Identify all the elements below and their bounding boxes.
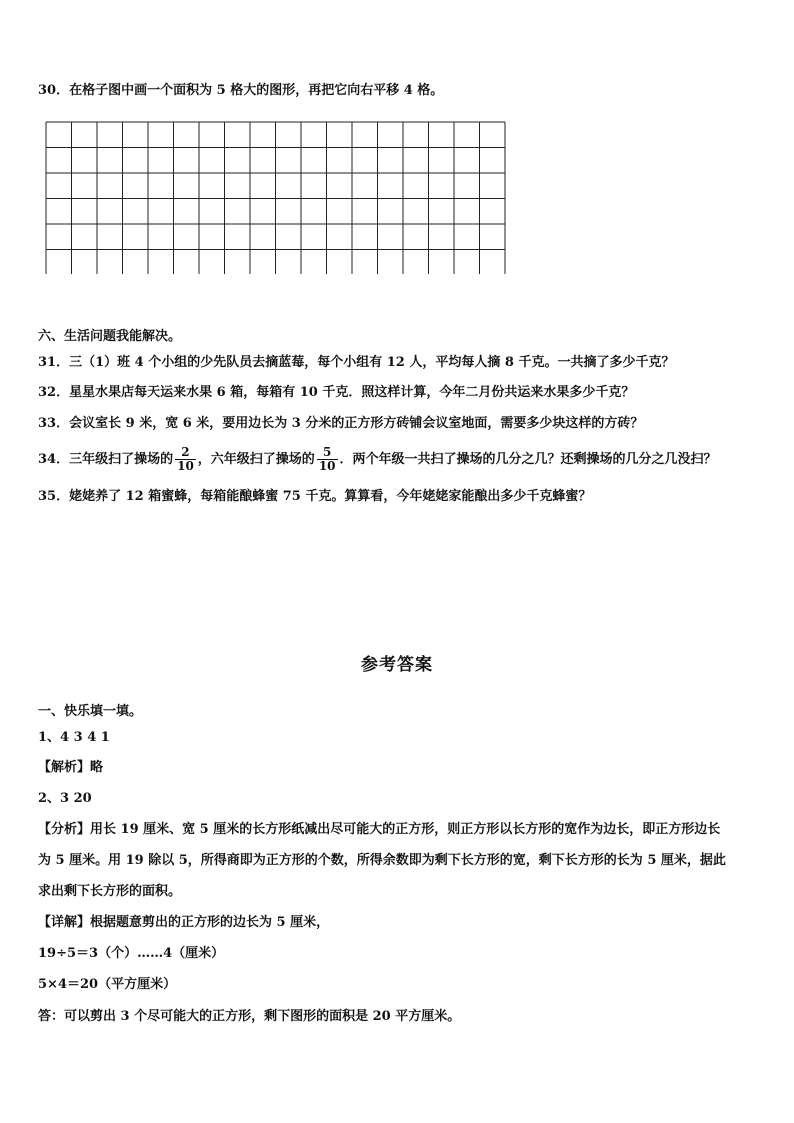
q34-part3: ．两个年级一共扫了操场的几分之几？还剩操场的几分之几没扫？ [339, 452, 717, 467]
fraction-denominator: 10 [318, 459, 336, 473]
answer-2-final: 答：可以剪出 3 个尽可能大的正方形，剩下图形的面积是 20 平方厘米。 [38, 1009, 461, 1024]
q34-part2: ，六年级扫了操场的 [197, 452, 315, 467]
fraction-denominator: 10 [177, 459, 194, 473]
answer-2-analysis-line: 为 5 厘米。用 19 除以 5，所得商即为正方形的个数，所得余数即为剩下长方形的宽，剩下长方形的长为 5 厘米，据此 [38, 853, 726, 868]
section-6-heading: 六、生活问题我能解决。 [38, 329, 182, 344]
answers-section-1: 一、快乐填一填。 [38, 704, 143, 719]
q34-part1: 34．三年级扫了操场的 [38, 452, 174, 467]
fraction-5-10 [317, 446, 338, 473]
answer-2-calc: 19÷5＝3（个）……4（厘米） [38, 946, 225, 961]
answer-2: 2、3 20 [38, 791, 92, 806]
answer-2-calc: 5×4＝20（平方厘米） [38, 977, 177, 992]
fraction-numerator: 2 [175, 446, 196, 460]
answers-title: 参考答案 [361, 655, 433, 675]
fraction-2-10 [175, 446, 196, 473]
question-35: 35．姥姥养了 12 箱蜜蜂，每箱能酿蜂蜜 75 千克。算算看，今年姥姥家能酿出多少千克蜂蜜？ [38, 489, 592, 504]
answer-1-analysis: 【解析】略 [38, 760, 104, 775]
drawing-grid[interactable] [45, 121, 506, 274]
question-30: 30．在格子图中画一个面积为 5 格大的图形，再把它向右平移 4 格。 [38, 83, 444, 98]
answer-1: 1、4 3 4 1 [38, 730, 110, 745]
answer-2-analysis-line: 【分析】用长 19 厘米、宽 5 厘米的长方形纸减出尽可能大的正方形，则正方形以长方形的宽作为边长，即正方形边长 [38, 822, 721, 837]
fraction-numerator: 5 [317, 446, 338, 460]
answer-2-analysis-line: 求出剩下长方形的面积。 [38, 884, 182, 899]
answer-2-detail: 【详解】根据题意剪出的正方形的边长为 5 厘米， [38, 915, 330, 930]
question-31: 31．三（1）班 4 个小组的少先队员去摘蓝莓，每个小组有 12 人，平均每人摘 8 千克。一共摘了多少千克？ [38, 355, 675, 370]
question-33: 33．会议室长 9 米，宽 6 米，要用边长为 3 分米的正方形方砖铺会议室地面，需要多少块这样的方砖？ [38, 416, 644, 431]
question-34 [38, 446, 717, 473]
question-32: 32．星星水果店每天运来水果 6 箱，每箱有 10 千克．照这样计算，今年二月份共运来水果多少千克？ [38, 385, 635, 400]
